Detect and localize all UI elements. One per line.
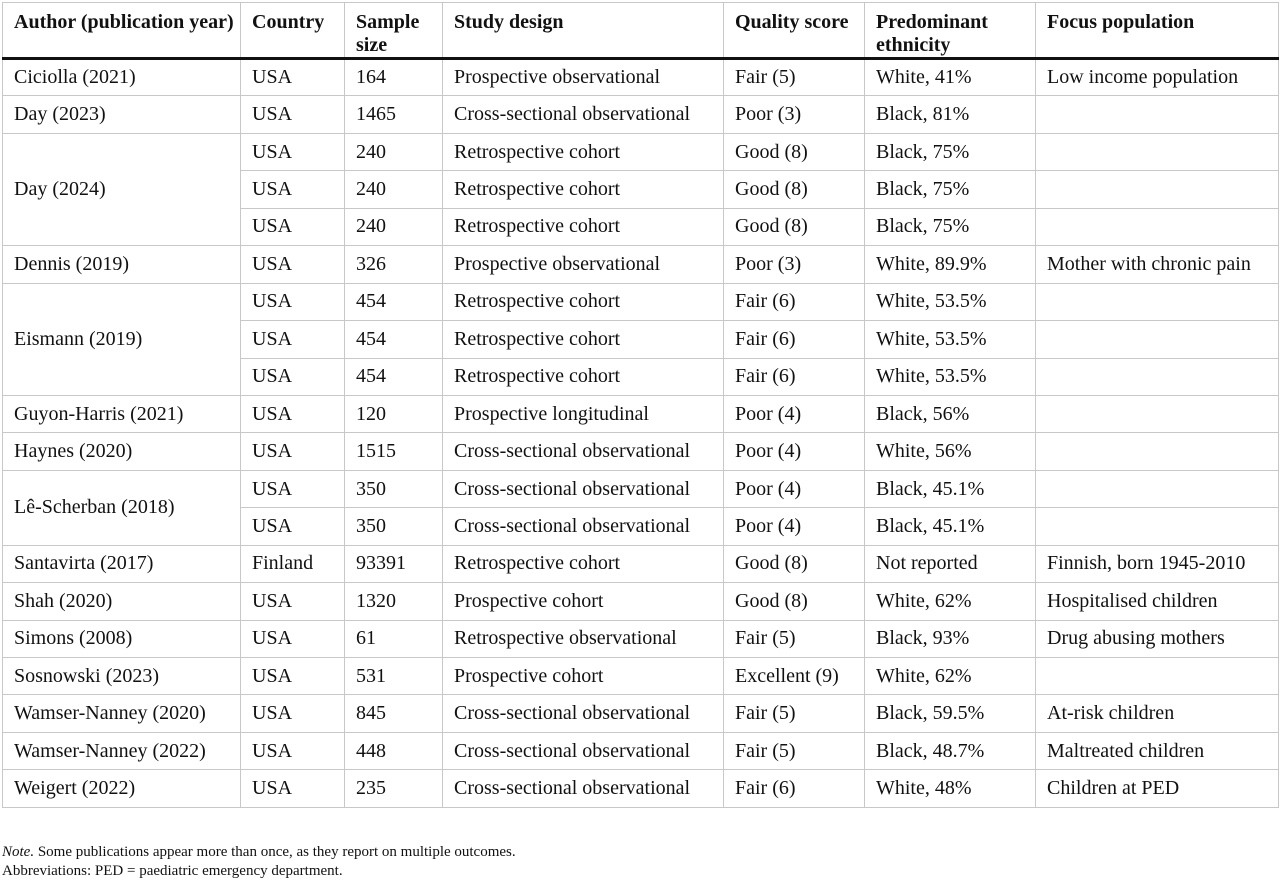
- cell-study-design: Retrospective cohort: [443, 171, 724, 208]
- cell-ethnicity: White, 53.5%: [865, 358, 1036, 395]
- cell-quality-score: Good (8): [724, 583, 865, 620]
- cell-focus-population: Children at PED: [1036, 770, 1279, 807]
- table-row: [3, 96, 1279, 133]
- table-row: [3, 620, 1279, 657]
- cell-country: USA: [241, 620, 345, 657]
- cell-quality-score: Excellent (9): [724, 658, 865, 695]
- table-header-row: [3, 3, 1279, 59]
- cell-country: USA: [241, 508, 345, 545]
- cell-author: Lê-Scherban (2018): [3, 470, 241, 545]
- cell-focus-population: [1036, 508, 1279, 545]
- cell-country: USA: [241, 470, 345, 507]
- cell-country: USA: [241, 59, 345, 96]
- cell-quality-score: Good (8): [724, 171, 865, 208]
- cell-author: Shah (2020): [3, 583, 241, 620]
- cell-quality-score: Fair (6): [724, 770, 865, 807]
- cell-quality-score: Fair (6): [724, 358, 865, 395]
- header-country: Country: [241, 3, 345, 59]
- cell-country: USA: [241, 321, 345, 358]
- cell-sample-size: 1465: [345, 96, 443, 133]
- table-row: [3, 395, 1279, 432]
- cell-sample-size: 454: [345, 321, 443, 358]
- cell-study-design: Prospective observational: [443, 59, 724, 96]
- cell-ethnicity: Black, 75%: [865, 133, 1036, 170]
- cell-ethnicity: Black, 59.5%: [865, 695, 1036, 732]
- cell-ethnicity: White, 41%: [865, 59, 1036, 96]
- cell-focus-population: [1036, 358, 1279, 395]
- header-ethnicity: Predominant ethnicity: [865, 3, 1036, 59]
- cell-focus-population: Maltreated children: [1036, 732, 1279, 769]
- cell-study-design: Retrospective cohort: [443, 321, 724, 358]
- cell-sample-size: 164: [345, 59, 443, 96]
- cell-ethnicity: White, 56%: [865, 433, 1036, 470]
- cell-author: Simons (2008): [3, 620, 241, 657]
- cell-sample-size: 326: [345, 246, 443, 283]
- cell-ethnicity: White, 53.5%: [865, 321, 1036, 358]
- cell-author: Wamser-Nanney (2020): [3, 695, 241, 732]
- cell-sample-size: 93391: [345, 545, 443, 582]
- cell-country: USA: [241, 732, 345, 769]
- cell-focus-population: [1036, 208, 1279, 245]
- cell-sample-size: 454: [345, 283, 443, 320]
- table-body: [3, 59, 1279, 808]
- cell-ethnicity: Black, 48.7%: [865, 732, 1036, 769]
- cell-quality-score: Poor (3): [724, 96, 865, 133]
- cell-study-design: Prospective longitudinal: [443, 395, 724, 432]
- cell-ethnicity: Black, 75%: [865, 171, 1036, 208]
- cell-country: USA: [241, 695, 345, 732]
- note-line: [2, 843, 516, 862]
- cell-country: USA: [241, 433, 345, 470]
- cell-study-design: Cross-sectional observational: [443, 770, 724, 807]
- table-row: [3, 133, 1279, 170]
- cell-quality-score: Poor (4): [724, 508, 865, 545]
- cell-author: Guyon-Harris (2021): [3, 395, 241, 432]
- cell-study-design: Retrospective cohort: [443, 283, 724, 320]
- cell-quality-score: Poor (4): [724, 433, 865, 470]
- cell-author: Haynes (2020): [3, 433, 241, 470]
- cell-ethnicity: Black, 45.1%: [865, 470, 1036, 507]
- header-sample-size: Sample size: [345, 3, 443, 59]
- cell-country: USA: [241, 395, 345, 432]
- cell-study-design: Cross-sectional observational: [443, 695, 724, 732]
- cell-study-design: Prospective observational: [443, 246, 724, 283]
- cell-country: Finland: [241, 545, 345, 582]
- table-row: [3, 470, 1279, 507]
- table-row: [3, 695, 1279, 732]
- cell-study-design: Retrospective cohort: [443, 208, 724, 245]
- cell-sample-size: 61: [345, 620, 443, 657]
- cell-sample-size: 240: [345, 133, 443, 170]
- cell-quality-score: Poor (4): [724, 470, 865, 507]
- cell-sample-size: 531: [345, 658, 443, 695]
- cell-quality-score: Fair (5): [724, 732, 865, 769]
- cell-ethnicity: White, 62%: [865, 658, 1036, 695]
- cell-quality-score: Fair (5): [724, 59, 865, 96]
- cell-study-design: Prospective cohort: [443, 583, 724, 620]
- table-notes: [2, 843, 516, 881]
- table-row: [3, 433, 1279, 470]
- header-quality-score: Quality score: [724, 3, 865, 59]
- cell-focus-population: [1036, 395, 1279, 432]
- cell-country: USA: [241, 171, 345, 208]
- cell-quality-score: Fair (5): [724, 620, 865, 657]
- cell-focus-population: [1036, 133, 1279, 170]
- cell-focus-population: At-risk children: [1036, 695, 1279, 732]
- cell-focus-population: Mother with chronic pain: [1036, 246, 1279, 283]
- cell-study-design: Retrospective observational: [443, 620, 724, 657]
- cell-author: Sosnowski (2023): [3, 658, 241, 695]
- cell-ethnicity: Black, 81%: [865, 96, 1036, 133]
- table-row: [3, 246, 1279, 283]
- cell-ethnicity: Black, 45.1%: [865, 508, 1036, 545]
- cell-author: Wamser-Nanney (2022): [3, 732, 241, 769]
- cell-focus-population: Finnish, born 1945-2010: [1036, 545, 1279, 582]
- cell-ethnicity: Not reported: [865, 545, 1036, 582]
- cell-author: Ciciolla (2021): [3, 59, 241, 96]
- cell-quality-score: Poor (4): [724, 395, 865, 432]
- cell-country: USA: [241, 96, 345, 133]
- cell-focus-population: Low income population: [1036, 59, 1279, 96]
- header-focus-population: Focus population: [1036, 3, 1279, 59]
- table-row: [3, 545, 1279, 582]
- cell-author: Day (2023): [3, 96, 241, 133]
- cell-quality-score: Fair (6): [724, 321, 865, 358]
- cell-focus-population: [1036, 433, 1279, 470]
- cell-author: Santavirta (2017): [3, 545, 241, 582]
- cell-study-design: Cross-sectional observational: [443, 470, 724, 507]
- cell-quality-score: Fair (6): [724, 283, 865, 320]
- cell-sample-size: 120: [345, 395, 443, 432]
- cell-ethnicity: White, 53.5%: [865, 283, 1036, 320]
- cell-study-design: Retrospective cohort: [443, 133, 724, 170]
- table-row: [3, 732, 1279, 769]
- cell-study-design: Cross-sectional observational: [443, 732, 724, 769]
- cell-focus-population: [1036, 658, 1279, 695]
- cell-sample-size: 350: [345, 508, 443, 545]
- cell-sample-size: 454: [345, 358, 443, 395]
- cell-focus-population: Drug abusing mothers: [1036, 620, 1279, 657]
- cell-author: Day (2024): [3, 133, 241, 245]
- cell-country: USA: [241, 583, 345, 620]
- cell-ethnicity: White, 89.9%: [865, 246, 1036, 283]
- cell-quality-score: Good (8): [724, 208, 865, 245]
- note-label: Note.: [2, 844, 35, 860]
- cell-sample-size: 235: [345, 770, 443, 807]
- table-row: [3, 283, 1279, 320]
- cell-sample-size: 240: [345, 171, 443, 208]
- cell-study-design: Retrospective cohort: [443, 358, 724, 395]
- cell-quality-score: Fair (5): [724, 695, 865, 732]
- cell-ethnicity: Black, 56%: [865, 395, 1036, 432]
- cell-ethnicity: White, 48%: [865, 770, 1036, 807]
- cell-focus-population: [1036, 283, 1279, 320]
- cell-sample-size: 1515: [345, 433, 443, 470]
- cell-focus-population: Hospitalised children: [1036, 583, 1279, 620]
- cell-sample-size: 448: [345, 732, 443, 769]
- cell-country: USA: [241, 208, 345, 245]
- note-text: Some publications appear more than once, as they report on multiple outcomes.: [34, 844, 516, 860]
- cell-ethnicity: Black, 93%: [865, 620, 1036, 657]
- cell-study-design: Cross-sectional observational: [443, 508, 724, 545]
- cell-sample-size: 240: [345, 208, 443, 245]
- cell-sample-size: 1320: [345, 583, 443, 620]
- cell-ethnicity: Black, 75%: [865, 208, 1036, 245]
- cell-author: Dennis (2019): [3, 246, 241, 283]
- cell-country: USA: [241, 133, 345, 170]
- table-row: [3, 770, 1279, 807]
- cell-study-design: Cross-sectional observational: [443, 433, 724, 470]
- cell-focus-population: [1036, 96, 1279, 133]
- abbreviations-line: Abbreviations: PED = paediatric emergency department.: [2, 863, 343, 879]
- cell-focus-population: [1036, 321, 1279, 358]
- cell-quality-score: Good (8): [724, 545, 865, 582]
- cell-study-design: Prospective cohort: [443, 658, 724, 695]
- cell-quality-score: Good (8): [724, 133, 865, 170]
- header-study-design: Study design: [443, 3, 724, 59]
- cell-sample-size: 350: [345, 470, 443, 507]
- cell-focus-population: [1036, 171, 1279, 208]
- cell-country: USA: [241, 283, 345, 320]
- table-row: [3, 59, 1279, 96]
- cell-quality-score: Poor (3): [724, 246, 865, 283]
- table-row: [3, 583, 1279, 620]
- cell-focus-population: [1036, 470, 1279, 507]
- cell-sample-size: 845: [345, 695, 443, 732]
- cell-author: Weigert (2022): [3, 770, 241, 807]
- table-row: [3, 658, 1279, 695]
- studies-table: [2, 2, 1279, 808]
- cell-study-design: Cross-sectional observational: [443, 96, 724, 133]
- cell-country: USA: [241, 358, 345, 395]
- cell-ethnicity: White, 62%: [865, 583, 1036, 620]
- cell-country: USA: [241, 658, 345, 695]
- header-author: Author (publication year): [3, 3, 241, 59]
- cell-study-design: Retrospective cohort: [443, 545, 724, 582]
- cell-author: Eismann (2019): [3, 283, 241, 395]
- cell-country: USA: [241, 770, 345, 807]
- cell-country: USA: [241, 246, 345, 283]
